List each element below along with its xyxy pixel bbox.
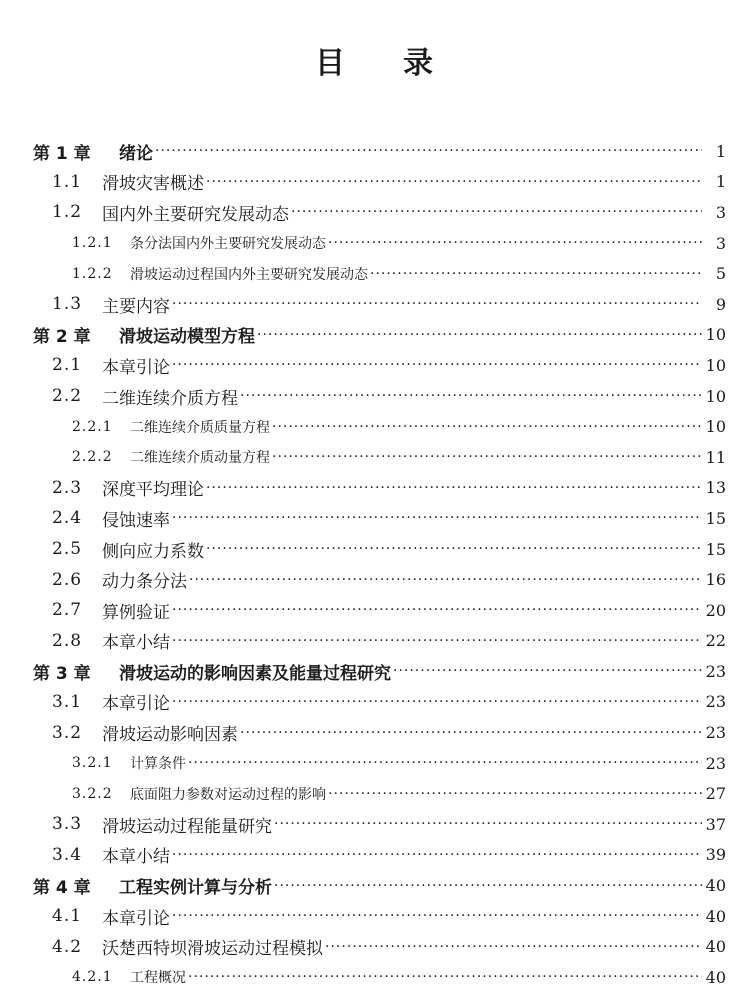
page-title (0, 38, 750, 82)
dot-leader (172, 847, 702, 863)
dot-leader (328, 235, 702, 251)
toc-entry-title: 侵蚀速率 (102, 510, 170, 531)
toc-entry-title: 动力条分法 (102, 572, 187, 593)
toc-entry-page: 16 (705, 570, 726, 590)
toc-subsection-entry[interactable] (0, 778, 750, 809)
toc-entry-number: 2.7 (52, 600, 83, 621)
toc-entry-title: 二维连续介质方程 (102, 388, 238, 409)
toc-entry-page: 3 (715, 202, 726, 222)
toc-entry-page: 10 (705, 355, 726, 375)
dot-leader (172, 296, 702, 312)
toc-entry-number: 1.2 (52, 202, 83, 223)
toc-entry-number: 3.3 (52, 814, 83, 835)
toc-chapter-entry[interactable] (0, 870, 750, 901)
toc-entry-number: 4.1 (52, 906, 83, 927)
dot-leader (172, 357, 702, 373)
toc-entry-title: 二维连续介质质量方程 (130, 419, 270, 436)
toc-entry-page: 37 (705, 814, 726, 834)
toc-entry-page: 23 (705, 753, 726, 773)
toc-entry-title: 滑坡运动模型方程 (119, 327, 255, 348)
toc-entry-title: 计算条件 (130, 756, 186, 773)
toc-section-entry[interactable] (0, 350, 750, 381)
toc-entry-number: 2.1 (52, 355, 83, 376)
toc-entry-title: 二维连续介质动量方程 (130, 450, 270, 467)
page-title-char-1: 目 (315, 46, 347, 81)
toc-subsection-entry[interactable] (0, 442, 750, 473)
toc-entry-page: 13 (705, 478, 726, 498)
dot-leader (206, 174, 702, 190)
dot-leader (291, 204, 702, 220)
toc-section-entry[interactable] (0, 564, 750, 595)
dot-leader (188, 969, 702, 985)
toc-entry-page: 20 (705, 600, 726, 620)
toc-entry-number: 2.6 (52, 569, 83, 590)
toc-section-entry[interactable] (0, 503, 750, 534)
toc-entry-title: 滑坡运动过程能量研究 (102, 816, 272, 837)
dot-leader (393, 663, 702, 679)
toc-entry-page: 15 (705, 539, 726, 559)
toc-entry-title: 工程实例计算与分析 (119, 878, 272, 899)
dot-leader (240, 388, 702, 404)
toc-entry-page: 22 (705, 631, 726, 651)
toc-entry-number: 4.2 (52, 936, 83, 957)
toc-entry-title: 沃楚西特坝滑坡运动过程模拟 (102, 939, 323, 960)
toc-subsection-entry[interactable] (0, 228, 750, 259)
toc-section-entry[interactable] (0, 534, 750, 565)
toc-chapter-entry[interactable] (0, 656, 750, 687)
toc-entry-number: 1.2.2 (72, 265, 113, 282)
toc-entry-title: 底面阻力参数对运动过程的影响 (130, 786, 326, 803)
toc-section-entry[interactable] (0, 809, 750, 840)
toc-entry-title: 本章引论 (102, 694, 170, 715)
dot-leader (274, 816, 702, 832)
dot-leader (206, 541, 702, 557)
table-of-contents (0, 136, 750, 993)
toc-entry-number: 4.2.1 (72, 969, 113, 986)
toc-entry-title: 绪论 (119, 143, 153, 164)
toc-entry-page: 23 (705, 661, 726, 681)
toc-entry-number: 3.2.1 (72, 755, 113, 772)
toc-entry-number: 1.1 (52, 171, 83, 192)
toc-entry-number: 第 4 章 (33, 878, 91, 899)
toc-entry-title: 滑坡运动的影响因素及能量过程研究 (119, 663, 391, 684)
toc-entry-title: 主要内容 (102, 296, 170, 317)
toc-section-entry[interactable] (0, 626, 750, 657)
dot-leader (328, 786, 702, 802)
toc-entry-title: 工程概况 (130, 970, 186, 987)
toc-section-entry[interactable] (0, 931, 750, 962)
toc-entry-page: 1 (715, 172, 726, 192)
page-title-char-2: 录 (403, 46, 435, 81)
toc-entry-title: 条分法国内外主要研究发展动态 (130, 236, 326, 253)
dot-leader (188, 755, 702, 771)
toc-entry-page: 3 (715, 233, 726, 253)
dot-leader (370, 266, 702, 282)
toc-entry-number: 2.2 (52, 386, 83, 407)
toc-entry-title: 本章小结 (102, 633, 170, 654)
toc-entry-number: 2.2.2 (72, 449, 113, 466)
dot-leader (172, 908, 702, 924)
toc-subsection-entry[interactable] (0, 962, 750, 993)
toc-entry-page: 40 (705, 967, 726, 987)
toc-entry-number: 1.3 (52, 294, 83, 315)
toc-section-entry[interactable] (0, 197, 750, 228)
toc-entry-page: 15 (705, 508, 726, 528)
toc-entry-page: 39 (705, 845, 726, 865)
toc-section-entry[interactable] (0, 717, 750, 748)
toc-section-entry[interactable] (0, 167, 750, 198)
toc-entry-number: 2.5 (52, 539, 83, 560)
dot-leader (172, 602, 702, 618)
toc-entry-title: 滑坡运动过程国内外主要研究发展动态 (130, 266, 368, 283)
toc-entry-number: 2.4 (52, 508, 83, 529)
toc-section-entry[interactable] (0, 595, 750, 626)
toc-entry-title: 滑坡灾害概述 (102, 174, 204, 195)
toc-section-entry[interactable] (0, 381, 750, 412)
toc-section-entry[interactable] (0, 901, 750, 932)
toc-entry-title: 本章引论 (102, 357, 170, 378)
toc-entry-page: 23 (705, 723, 726, 743)
toc-entry-number: 2.8 (52, 630, 83, 651)
toc-section-entry[interactable] (0, 473, 750, 504)
toc-entry-page: 10 (705, 386, 726, 406)
toc-entry-page: 23 (705, 692, 726, 712)
toc-entry-title: 国内外主要研究发展动态 (102, 204, 289, 225)
toc-entry-number: 3.4 (52, 844, 83, 865)
toc-entry-page: 40 (705, 937, 726, 957)
toc-entry-page: 10 (705, 325, 726, 345)
dot-leader (272, 419, 702, 435)
toc-chapter-entry[interactable] (0, 320, 750, 351)
toc-entry-page: 9 (715, 294, 726, 314)
dot-leader (206, 480, 702, 496)
dot-leader (172, 510, 702, 526)
toc-subsection-entry[interactable] (0, 258, 750, 289)
toc-entry-page: 10 (705, 417, 726, 437)
toc-entry-number: 1.2.1 (72, 235, 113, 252)
toc-entry-page: 40 (705, 876, 726, 896)
dot-leader (189, 572, 702, 588)
toc-entry-title: 滑坡运动影响因素 (102, 725, 238, 746)
toc-entry-title: 本章引论 (102, 908, 170, 929)
toc-section-entry[interactable] (0, 840, 750, 871)
toc-entry-number: 第 3 章 (33, 663, 91, 684)
dot-leader (240, 725, 702, 741)
dot-leader (325, 939, 702, 955)
toc-entry-page: 5 (715, 264, 726, 284)
dot-leader (172, 633, 702, 649)
toc-entry-title: 深度平均理论 (102, 480, 204, 501)
toc-entry-page: 27 (705, 784, 726, 804)
toc-entry-title: 算例验证 (102, 602, 170, 623)
toc-entry-page: 1 (715, 141, 726, 161)
toc-entry-page: 11 (705, 447, 726, 467)
toc-entry-number: 3.2.2 (72, 785, 113, 802)
dot-leader (272, 449, 702, 465)
toc-section-entry[interactable] (0, 289, 750, 320)
toc-entry-number: 3.2 (52, 722, 83, 743)
toc-subsection-entry[interactable] (0, 748, 750, 779)
toc-entry-title: 侧向应力系数 (102, 541, 204, 562)
dot-leader (274, 878, 702, 894)
toc-entry-number: 2.2.1 (72, 418, 113, 435)
toc-entry-number: 第 1 章 (33, 143, 91, 164)
dot-leader (257, 327, 702, 343)
toc-section-entry[interactable] (0, 687, 750, 718)
toc-subsection-entry[interactable] (0, 411, 750, 442)
toc-entry-title: 本章小结 (102, 847, 170, 868)
dot-leader (172, 694, 702, 710)
toc-entry-number: 第 2 章 (33, 327, 91, 348)
toc-entry-page: 40 (705, 906, 726, 926)
toc-entry-number: 2.3 (52, 477, 83, 498)
dot-leader (155, 143, 702, 159)
toc-entry-number: 3.1 (52, 691, 83, 712)
toc-chapter-entry[interactable] (0, 136, 750, 167)
